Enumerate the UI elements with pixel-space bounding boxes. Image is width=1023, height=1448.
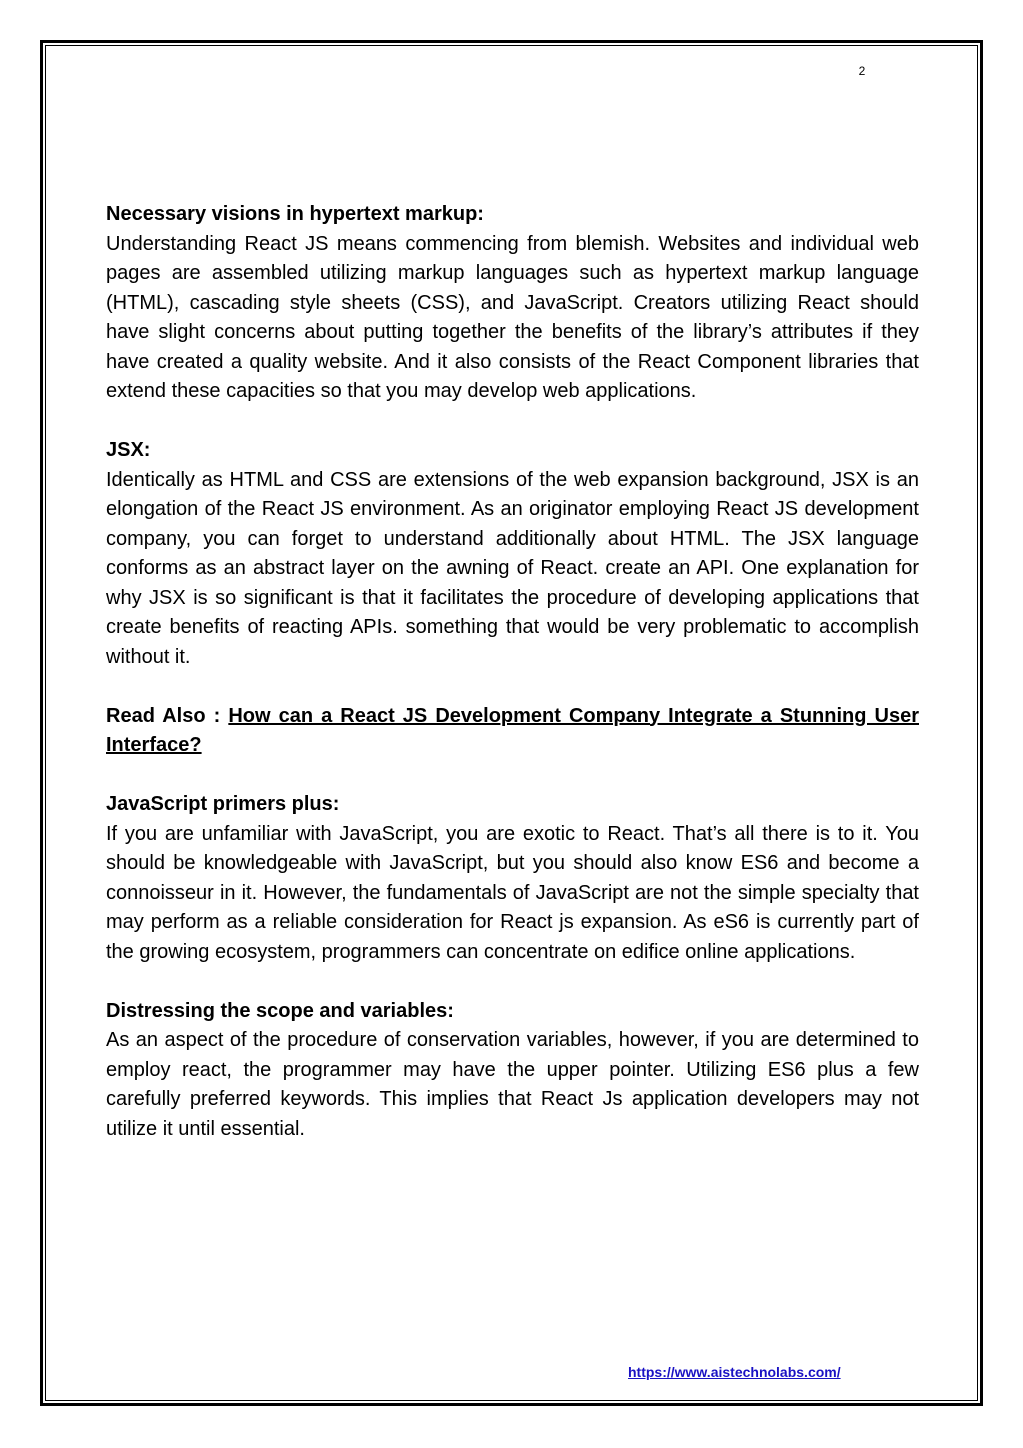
page-number: 2	[858, 64, 866, 78]
section-hypertext-markup	[106, 200, 919, 407]
section-heading: JavaScript primers plus:	[106, 793, 340, 815]
section-scope-variables	[106, 997, 919, 1145]
section-paragraph: If you are unfamiliar with JavaScript, you are exotic to React. That’s all there is to it. You should be knowledgeable with JavaScript, but you should also know ES6 and become a connoisseur in it. However, the fundamentals of JavaScript are not the simple specialty that may perform as a reliable consideration for React js expansion. As eS6 is currently part of the growing ecosystem, programmers can concentrate on edifice online applications.	[106, 822, 919, 963]
read-also-link[interactable]: How can a React JS Development Company Integrate a Stunning User Interface?	[106, 704, 919, 756]
section-javascript-primers	[106, 790, 919, 967]
section-paragraph: Understanding React JS means commencing from blemish. Websites and individual web pages are assembled utilizing markup languages such as hypertext markup language (HTML), cascading style sheets (CSS), and JavaScript. Creators utilizing React should have slight concerns about putting together the benefits of the library’s attributes if they have created a quality website. And it also consists of the React Component libraries that extend these capacities so that you may develop web applications.	[106, 232, 919, 402]
section-heading: JSX:	[106, 439, 151, 461]
section-read-also	[106, 702, 919, 761]
document-body	[106, 200, 919, 1144]
read-also-label: Read Also :	[106, 704, 229, 727]
section-heading: Distressing the scope and variables:	[106, 999, 454, 1022]
section-paragraph: As an aspect of the procedure of conservation variables, however, if you are determined to employ react, the programmer may have the upper pointer. Utilizing ES6 plus a few carefully preferred keywords. This implies that React Js application developers may not utilize it until essential.	[106, 1029, 919, 1140]
section-paragraph: Identically as HTML and CSS are extensions of the web expansion background, JSX is an elongation of the React JS environment. As an originator employing React JS development company, you can forget to understand additionally about HTML. The JSX language conforms as an abstract layer on the awning of React. create an API. One explanation for why JSX is so significant is that it facilitates the procedure of developing applications that create benefits of reacting APIs. something that would be very problematic to accomplish without it.	[106, 468, 919, 668]
section-heading: Necessary visions in hypertext markup:	[106, 203, 484, 225]
section-jsx	[106, 436, 919, 672]
read-also-line	[106, 702, 919, 761]
footer-website-link[interactable]: https://www.aistechnolabs.com/	[628, 1364, 841, 1380]
